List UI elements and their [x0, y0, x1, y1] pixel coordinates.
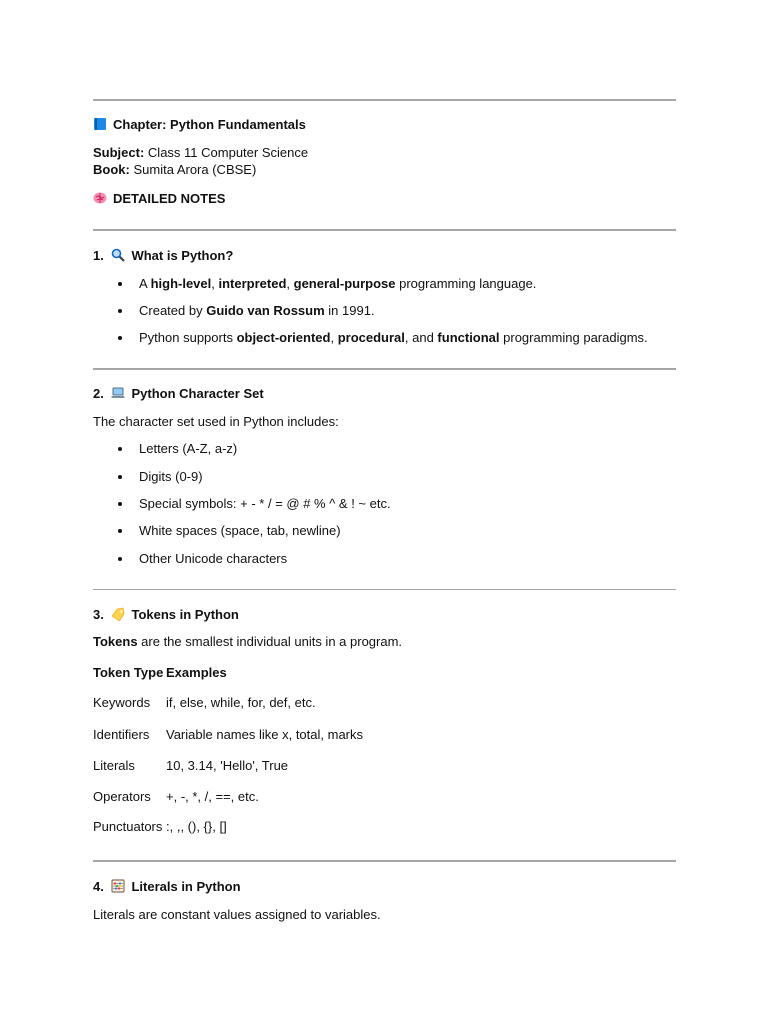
item-text: programming paradigms.	[499, 330, 648, 345]
subject-value: Class 11 Computer Science	[147, 145, 309, 160]
bold-term: object-oriented	[236, 330, 331, 345]
list-item	[139, 303, 375, 319]
table-cell-type	[93, 819, 227, 835]
subject-line	[93, 145, 308, 161]
table-cell-type-text: Punctuators	[93, 819, 163, 834]
section-3-number: 3.	[93, 607, 104, 622]
section-2-title: Python Character Set	[131, 386, 264, 401]
section-3-intro-text: are the smallest individual units in a program.	[137, 634, 403, 649]
section-1-heading	[93, 248, 233, 264]
table-cell-type: Literals	[93, 758, 135, 773]
notes-label: DETAILED NOTES	[113, 191, 226, 206]
table-cell-type: Operators	[93, 789, 151, 804]
section-2-number: 2.	[93, 386, 104, 401]
table-cell-examples: 10, 3.14, 'Hello', True	[166, 758, 289, 773]
table-cell-examples: :, ,, (), {}, []	[166, 819, 227, 834]
item-text: ,	[286, 276, 294, 291]
bold-term: high-level	[150, 276, 212, 291]
bullet	[118, 557, 122, 561]
horizontal-rule	[93, 229, 676, 231]
chapter-heading	[93, 117, 306, 133]
item-text: , and	[404, 330, 438, 345]
tokens-term: Tokens	[93, 634, 138, 649]
notes-heading	[93, 191, 225, 207]
section-4-heading	[93, 879, 241, 895]
table-cell-examples: if, else, while, for, def, etc.	[166, 695, 316, 710]
section-4-intro: Literals are constant values assigned to variables.	[93, 907, 381, 922]
item-text: ,	[330, 330, 338, 345]
bold-term: general-purpose	[293, 276, 396, 291]
bold-term: procedural	[337, 330, 405, 345]
item-text: ,	[211, 276, 219, 291]
section-3-heading	[93, 607, 239, 623]
table-cell-type: Keywords	[93, 695, 151, 710]
section-4-number: 4.	[93, 879, 104, 894]
item-text: in 1991.	[324, 303, 375, 318]
section-1-title: What is Python?	[131, 248, 234, 263]
bold-term: Guido van Rossum	[206, 303, 325, 318]
laptop-icon	[111, 386, 125, 400]
table-cell-type: Identifiers	[93, 727, 150, 742]
magnifying-glass-icon	[111, 248, 125, 262]
bullet	[118, 447, 122, 451]
subject-key: Subject:	[93, 145, 145, 160]
list-item: Other Unicode characters	[139, 551, 288, 566]
bullet	[118, 336, 122, 340]
item-text: Python supports	[139, 330, 237, 345]
blue-book-icon	[93, 117, 107, 131]
table-header-examples: Examples	[166, 665, 227, 680]
section-1-number: 1.	[93, 248, 104, 263]
bullet	[118, 502, 122, 506]
list-item: White spaces (space, tab, newline)	[139, 523, 341, 538]
bullet	[118, 282, 122, 286]
section-2-heading	[93, 386, 264, 402]
book-line	[93, 162, 256, 178]
bold-term: interpreted	[218, 276, 287, 291]
bullet	[118, 475, 122, 479]
horizontal-rule	[93, 99, 676, 101]
table-header-type: Token Type	[93, 665, 164, 680]
table-cell-examples: +, -, *, /, ==, etc.	[166, 789, 259, 804]
section-3-intro	[93, 634, 402, 650]
brain-icon	[93, 191, 107, 205]
book-value: Sumita Arora (CBSE)	[133, 162, 257, 177]
section-3-title: Tokens in Python	[131, 607, 239, 622]
label-tag-icon	[111, 607, 125, 621]
list-item	[139, 276, 536, 292]
abacus-icon	[111, 879, 125, 893]
book-key: Book:	[93, 162, 130, 177]
item-text: programming language.	[395, 276, 537, 291]
table-cell-examples: Variable names like x, total, marks	[166, 727, 363, 742]
item-text: Created by	[139, 303, 207, 318]
bullet	[118, 529, 122, 533]
bullet	[118, 309, 122, 313]
list-item	[139, 330, 648, 346]
horizontal-rule	[93, 368, 676, 370]
list-item: Special symbols: + - * / = @ # % ^ & ! ~ etc.	[139, 496, 391, 511]
section-2-intro: The character set used in Python includes:	[93, 414, 339, 429]
list-item: Digits (0-9)	[139, 469, 203, 484]
chapter-label: Chapter: Python Fundamentals	[113, 117, 306, 132]
horizontal-rule	[93, 589, 676, 590]
horizontal-rule	[93, 860, 676, 862]
section-4-title: Literals in Python	[131, 879, 241, 894]
list-item: Letters (A-Z, a-z)	[139, 441, 238, 456]
bold-term: functional	[437, 330, 500, 345]
item-text: A	[139, 276, 151, 291]
